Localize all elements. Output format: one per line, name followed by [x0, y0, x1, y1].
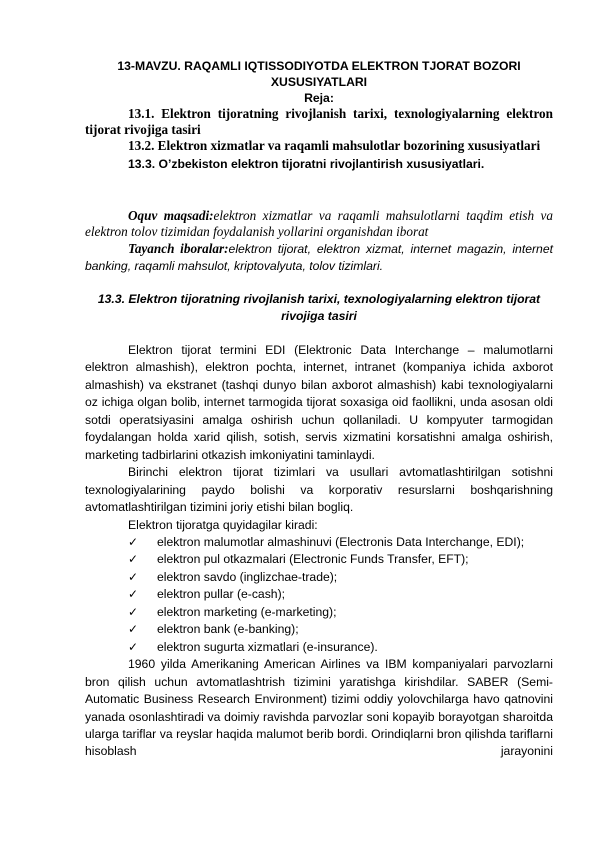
checkmark-icon: ✓ [128, 622, 139, 637]
checkmark-icon: ✓ [128, 639, 139, 654]
section-heading [85, 291, 553, 325]
checkmark-icon: ✓ [128, 587, 139, 602]
keywords-label: Tayanch iboralar: [128, 241, 229, 256]
checkmark-icon: ✓ [128, 604, 139, 619]
list-item: ✓ elektron pul otkazmalari (Electronic Funds Transfer, EFT); [85, 551, 553, 568]
checkmark-icon: ✓ [128, 552, 139, 567]
keywords-text: elektron tijorat, elektron xizmat, internet magazin, internet banking, raqamli mahsulot, kriptovalyuta, tolov tizimlari. [85, 242, 553, 273]
paragraph-saber: 1960 yilda Amerikaning American Airlines va IBM kompaniyalari parvozlarni bron qilish uchun avtomatlashtrish tizimini yaratishga kirishdilar. SABER (Semi-Automatic Business Research Environment) tizimi oddiy yolovchilarga havo qatnovini yanada osonlashtiradi va doimiy ravishda parvozlar soni kopayib borayotgan sharoitda ularga tariflar va reyslar haqida malumot berib bordi. Orindiqlarni bron qilishda tariflarni hisoblash jarayonini [85, 657, 553, 759]
goal-text: elektron xizmatlar va raqamli mahsulotlarni taqdim etish va elektron tolov tizimidan foydalanish yollarini organishdan iborat [85, 208, 553, 239]
list-item: ✓ elektron sugurta xizmatlari (e-insurance). [85, 639, 553, 656]
plan-heading: Reja: [304, 91, 334, 105]
list-item: ✓ elektron savdo (inglizchae-trade); [85, 569, 553, 586]
document-title: 13-MAVZU. RAQAMLI IQTISSODIYOTDA ELEKTRON TJORAT BOZORI XUSUSIYATLARI [117, 59, 521, 89]
keywords [85, 240, 553, 275]
section-body [85, 342, 553, 761]
list-item: ✓ elektron marketing (e-marketing); [85, 604, 553, 621]
ecommerce-components-list [85, 534, 553, 656]
list-item: ✓ elektron malumotlar almashinuvi (Electronis Data Interchange, EDI); [85, 534, 553, 551]
plan-item-2: 13.2. Elektron xizmatlar va raqamli mahsulotlar bozorining xususiyatlari [128, 138, 541, 153]
checkmark-icon: ✓ [128, 534, 139, 549]
paragraph-1: Elektron tijorat termini EDI (Elektronic Data Interchange – malumotlarni elektron almashish), elektron pochta, internet, intranet (kompaniya ichida axborot almashish) va ekstranet (tashqi dunyo bilan axborot almashish) kabi texnologiyalarni oz ichiga olgan bolib, internet tarmogida tijorat soxasiga oid faollikni, unda asosan oldi sotdi operatsiyasini amalga oshirish uchun qollaniladi. U kompyuter tarmogidan foydalangan holda xarid qilish, sotish, servis xizmatini korsatishni amalga oshirish, marketing tadbirlarini otkazish imkoniyatini taminlaydi. [85, 343, 553, 462]
section-title: Elektron tijoratning rivojlanish tarixi, texnologiyalarning elektron tijorat rivojiga tasiri [128, 292, 541, 323]
plan-item-3: 13.3. O’zbekiston elektron tijoratni rivojlantirish xususiyatlari. [128, 157, 485, 171]
list-item: ✓ elektron pullar (e-cash); [85, 586, 553, 603]
list-intro: Elektron tijoratga quyidagilar kiradi: [128, 517, 318, 532]
learning-goal [85, 208, 553, 240]
section-number: 13.3. [97, 292, 125, 306]
list-item: ✓ elektron bank (e-banking); [85, 621, 553, 638]
checkmark-icon: ✓ [128, 569, 139, 584]
paragraph-2: Birinchi elektron tijorat tizimlari va usullari avtomatlashtirilgan sotishni texnologiyalarining paydo bolishi va korporativ resurslarni boshqarishning avtomatlashtirilgan tizimini joriy etishi bilan bogliq. [85, 465, 553, 515]
goal-label: Oquv maqsadi: [128, 208, 214, 223]
plan-list [85, 106, 553, 173]
plan-item-1: 13.1. Elektron tijoratning rivojlanish tarixi, texnologiyalarning elektron tijorat rivojiga tasiri [85, 106, 553, 137]
